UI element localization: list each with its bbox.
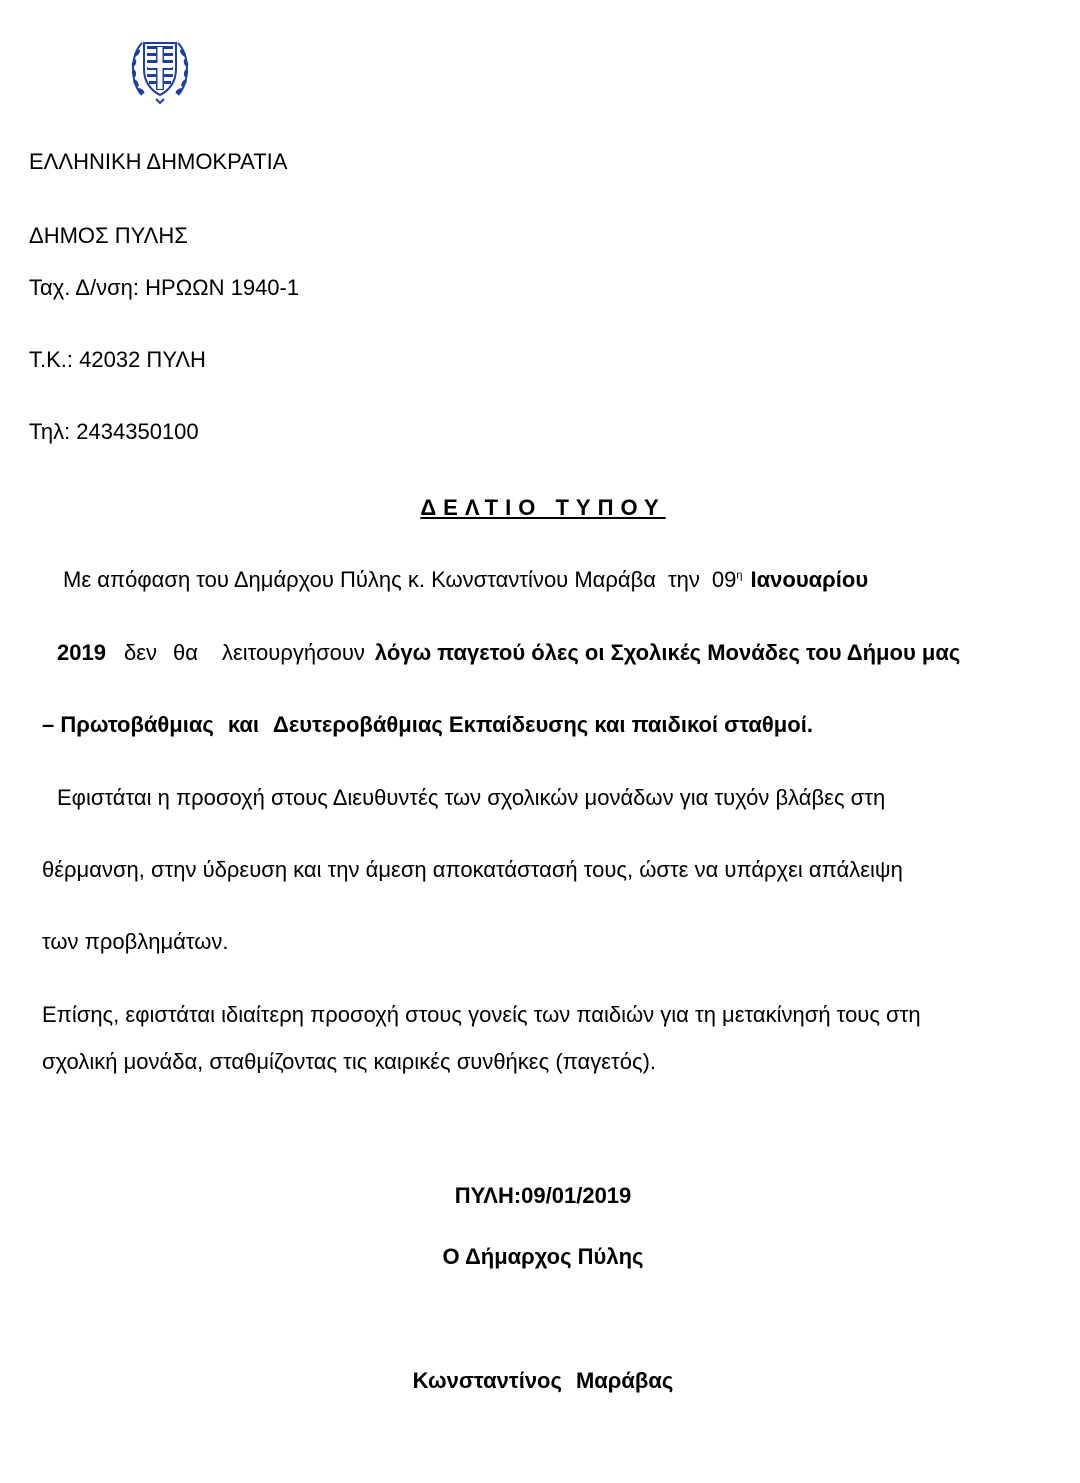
signatory-name <box>0 1367 1080 1395</box>
postal-code-line: Τ.Κ.: 42032 ΠΥΛΗ <box>29 347 206 372</box>
day-number: 09 <box>711 567 737 592</box>
and-word: και <box>227 712 260 737</box>
not-word: δεν <box>123 640 158 665</box>
frost-closure-text: λόγω παγετού όλες οι Σχολικές Μονάδες του Δήμου μας <box>374 640 961 665</box>
municipality-name: ΔΗΜΟΣ ΠΥΛΗΣ <box>29 223 188 248</box>
signatory-last-name: Μαράβας <box>575 1368 674 1393</box>
paragraph-1-line-3 <box>42 711 813 739</box>
signatory-role: Ο Δήμαρχος Πύλης <box>442 1244 644 1269</box>
operate-word: λειτουργήσουν <box>221 640 365 665</box>
day-ordinal: η <box>736 569 743 582</box>
will-word: θα <box>173 640 198 665</box>
paragraph-2-line-3: των προβλημάτων. <box>42 929 229 954</box>
phone-line: Τηλ: 2434350100 <box>29 419 199 444</box>
paragraph-3-line-2: σχολική μονάδα, σταθμίζοντας τις καιρικές συνθήκες (παγετός). <box>42 1049 657 1074</box>
primary-education-text: – Πρωτοβάθμιας <box>42 712 214 737</box>
year-number: 2019 <box>57 640 106 665</box>
paragraph-1-line-2 <box>57 639 960 667</box>
the-word: την <box>667 567 700 592</box>
paragraph-1-line-1 <box>63 566 868 594</box>
paragraph-3-line-1: Επίσης, εφιστάται ιδιαίτερη προσοχή στους γονείς των παιδιών για τη μετακίνησή τους στη <box>42 1002 921 1027</box>
place-date: ΠΥΛΗ:09/01/2019 <box>454 1183 632 1208</box>
paragraph-2-line-2: θέρμανση, στην ύδρευση και την άμεση αποκατάστασή τους, ώστε να υπάρχει απάλειψη <box>42 857 903 882</box>
document-title: ΔΕΛΤΙΟ ΤΥΠΟΥ <box>420 495 666 520</box>
month-name: Ιανουαρίου <box>750 567 869 592</box>
secondary-education-text: Δευτεροβάθμιας Εκπαίδευσης και παιδικοί σταθμοί. <box>273 712 813 737</box>
greek-coat-of-arms-icon <box>128 33 192 105</box>
paragraph-2-line-1: Εφιστάται η προσοχή στους Διευθυντές των σχολικών μονάδων για τυχόν βλάβες στη <box>57 785 886 810</box>
decision-text: Με απόφαση του Δημάρχου Πύλης κ. Κωνσταντίνου Μαράβα <box>63 567 656 592</box>
country-name: ΕΛΛΗΝΙΚΗ ΔΗΜΟΚΡΑΤΙΑ <box>29 149 288 174</box>
signatory-first-name: Κωνσταντίνος <box>412 1368 562 1393</box>
address-line: Ταχ. Δ/νση: ΗΡΩΩΝ 1940-1 <box>29 275 300 300</box>
